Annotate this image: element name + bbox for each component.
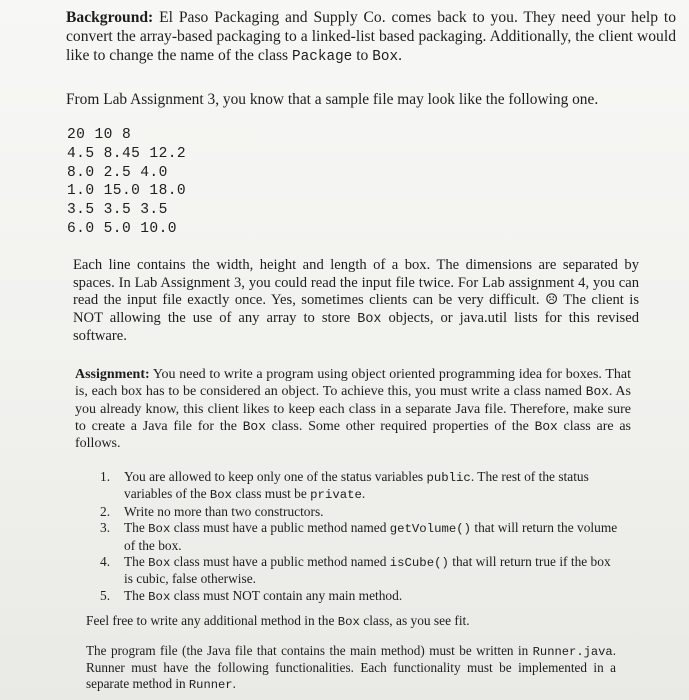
background-label: Background:	[66, 9, 154, 26]
assignment-paragraph: Assignment: You need to write a program using object oriented programming idea for boxes. That is, each box has to be considered an object. To achieve this, you must write a class named Box. As you already know, this client likes to keep each class in a separate Java file. Therefore, make sure to create a Java file for the Box class. Some other required properties of the Box class are as follows.	[75, 367, 631, 452]
sample-intro: From Lab Assignment 3, you know that a sample file may look like the following one.	[66, 91, 599, 108]
code-package: Package	[292, 49, 353, 66]
code-runner-java: Runner.java	[532, 645, 613, 659]
sample-line: 3.5 3.5 3.5	[67, 202, 168, 219]
list-item: 3. The Box class must have a public method named getVolume() that will return the volume of the box.	[100, 520, 618, 553]
sample-line: 8.0 2.5 4.0	[67, 164, 168, 181]
description-paragraph: Each line contains the width, height and length of a box. The dimensions are separated by spaces. In Lab Assignment 3, you could read the input file twice. For Lab assignment 4, you can read the input file exactly once. Yes, sometimes clients can be very difficult. ☹ The client is NOT allowing the use of any array to store Box objects, or java.util lists for this revised software.	[73, 257, 639, 345]
sample-file	[67, 126, 186, 239]
program-paragraph: The program file (the Java file that contains the main method) must be written in Runner.java. Runner must have the following functionalities. Each functionality must be implemented in a separate method in Runner.	[86, 643, 616, 692]
code-runner: Runner	[188, 678, 233, 692]
sample-line: 6.0 5.0 10.0	[67, 220, 177, 237]
background-paragraph: Background: El Paso Packaging and Supply Co. comes back to you. They need your help to convert the array-based packaging to a linked-list based packaging. Additionally, the client would like to change the name of the class Package to Box.	[66, 9, 676, 66]
list-item: 1. You are allowed to keep only one of the status variables public. The rest of the status variables of the Box class must be private.	[100, 469, 589, 503]
code-box: Box	[357, 311, 382, 327]
list-item: 2. Write no more than two constructors.	[100, 503, 324, 519]
requirements-list	[100, 469, 620, 605]
sample-line: 4.5 8.45 12.2	[67, 145, 187, 162]
code-box: Box	[372, 49, 399, 66]
list-item: 5. The Box class must NOT contain any main method.	[100, 587, 403, 604]
feel-free-paragraph: Feel free to write any additional method in the Box class, as you see fit.	[86, 613, 470, 629]
sample-line: 20 10 8	[67, 127, 132, 143]
sample-line: 1.0 15.0 18.0	[67, 183, 187, 200]
list-item: 4. The Box class must have a public method named isCube() that will return true if the box is cubic, false otherwise.	[100, 554, 611, 587]
assignment-label: Assignment:	[75, 367, 150, 382]
